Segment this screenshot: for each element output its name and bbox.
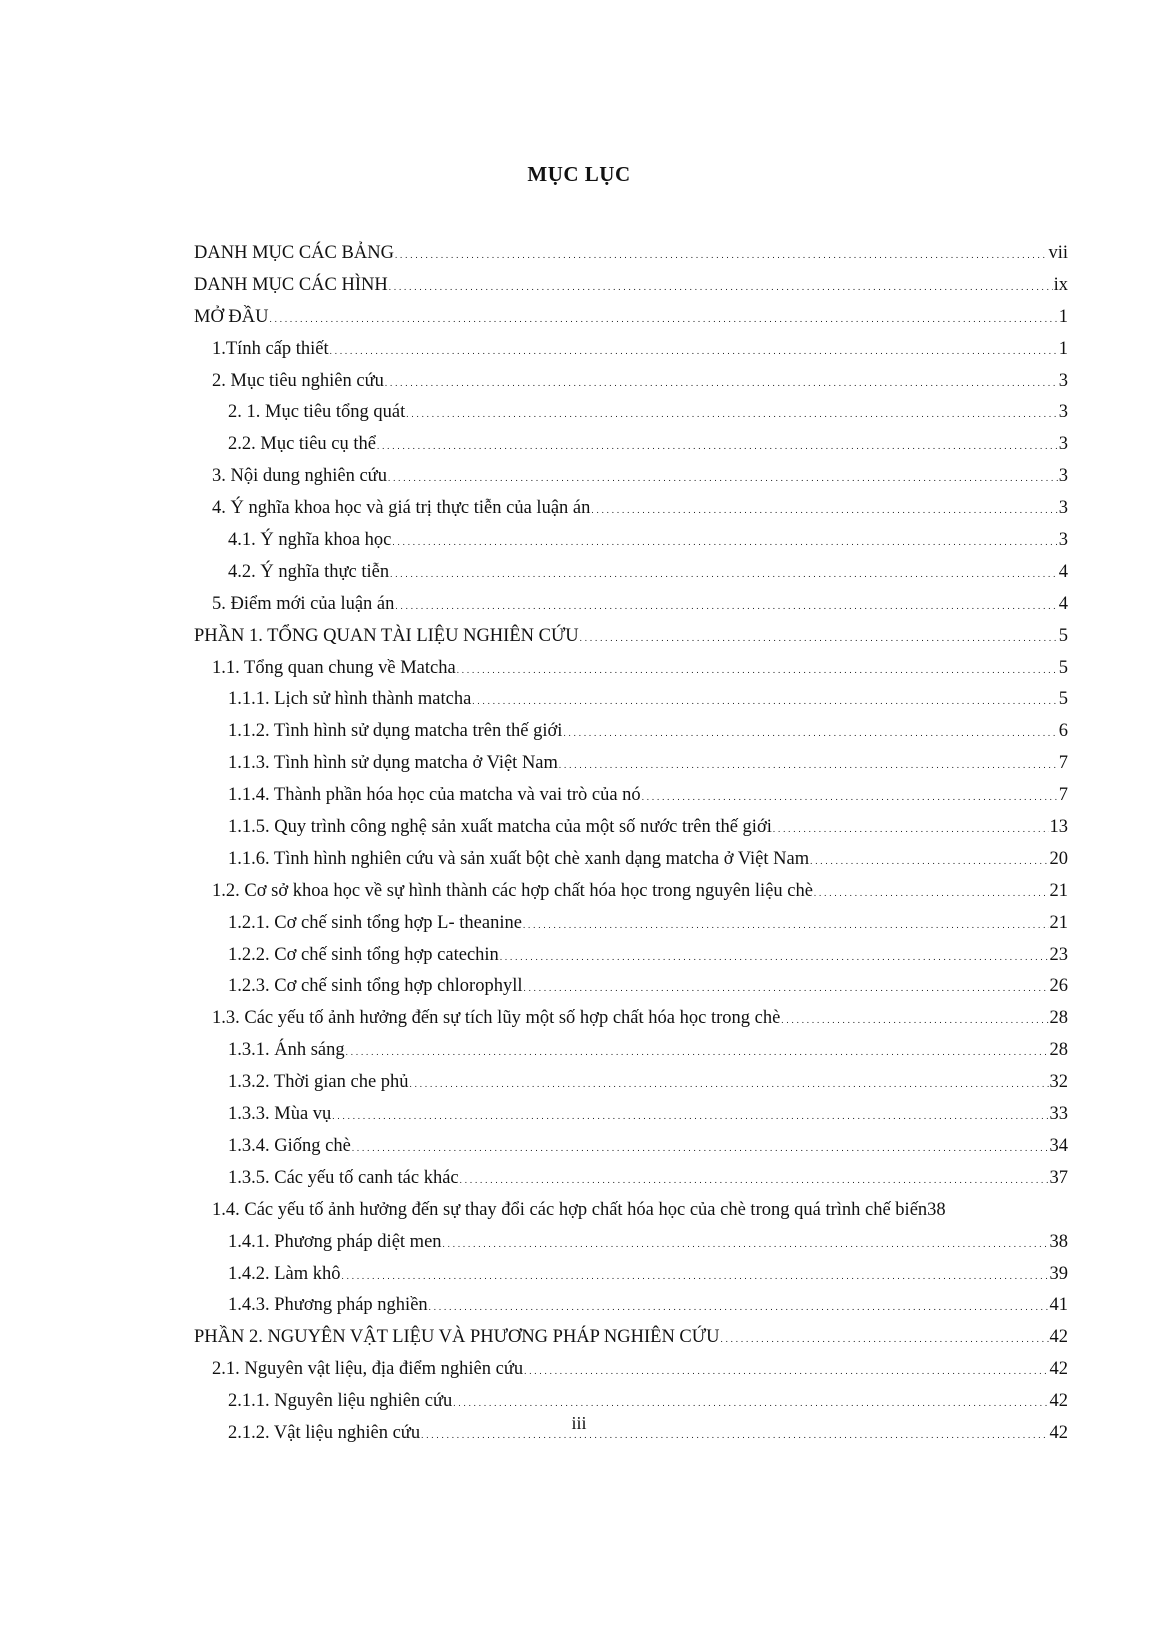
toc-entry-page: 37 (1049, 1167, 1068, 1188)
toc-leader-dots (559, 748, 1058, 782)
toc-entry-label: 1.1.6. Tình hình nghiên cứu và sản xuất bột chè xanh dạng matcha ở Việt Nam (228, 848, 810, 869)
toc-entry-label: 1.2. Cơ sở khoa học về sự hình thành các hợp chất hóa học trong nguyên liệu chè (212, 880, 813, 901)
toc-leader-dots (352, 1131, 1049, 1165)
toc-entry-label: 1.2.2. Cơ chế sinh tổng hợp catechin (228, 944, 499, 965)
toc-entry-label: 1.1.3. Tình hình sử dụng matcha ở Việt Nam (228, 753, 558, 774)
toc-entry-page: 3 (1058, 466, 1068, 487)
toc-entry[interactable] (194, 1227, 1068, 1259)
toc-entry[interactable] (194, 1195, 1068, 1227)
toc-entry-page: 3 (1058, 498, 1068, 519)
toc-leader-dots (392, 525, 1057, 559)
toc-entry[interactable] (194, 876, 1068, 908)
toc-leader-dots (406, 397, 1057, 431)
toc-entry-label: 1.1.2. Tình hình sử dụng matcha trên thế giới (228, 721, 563, 742)
toc-entry-page: 4 (1058, 561, 1068, 582)
toc-entry-label: 2.1. Nguyên vật liệu, địa điểm nghiên cứu (212, 1359, 524, 1380)
toc-entry-label: 1.1.4. Thành phần hóa học của matcha và vai trò của nó (228, 785, 641, 806)
toc-entry-label: 2.1.2. Vật liệu nghiên cứu (228, 1422, 421, 1443)
toc-entry-label: 1.4.2. Làm khô (228, 1263, 341, 1284)
toc-entry-label: 2.2. Mục tiêu cụ thể (228, 434, 376, 455)
toc-leader-dots (390, 557, 1058, 591)
toc-entry[interactable] (194, 1354, 1068, 1386)
toc-entry[interactable] (194, 461, 1068, 493)
toc-leader-dots (410, 1067, 1049, 1101)
toc-entry-label: 1.Tính cấp thiết (212, 338, 329, 359)
toc-entry[interactable] (194, 525, 1068, 557)
toc-leader-dots (330, 334, 1058, 368)
toc-leader-dots (342, 1259, 1049, 1293)
toc-entry[interactable] (194, 748, 1068, 780)
toc-leader-dots (720, 1322, 1048, 1356)
toc-entry[interactable] (194, 238, 1068, 270)
toc-entry-label: PHẦN 2. NGUYÊN VẬT LIỆU VÀ PHƯƠNG PHÁP NGHIÊN CỨU (194, 1327, 720, 1348)
toc-entry-page: 6 (1058, 721, 1068, 742)
toc-entry-label: 1.3.4. Giống chè (228, 1135, 351, 1156)
toc-leader-dots (332, 1099, 1048, 1133)
toc-entry-label: MỞ ĐẦU (194, 306, 269, 327)
toc-entry[interactable] (194, 589, 1068, 621)
toc-entry[interactable] (194, 940, 1068, 972)
toc-entry-page: 3 (1058, 370, 1068, 391)
toc-entry-label: 1.4. Các yếu tố ảnh hưởng đến sự thay đổi các hợp chất hóa học của chè trong quá trình chế biến38 (212, 1199, 946, 1220)
toc-leader-dots (642, 780, 1058, 814)
toc-entry-page: 42 (1049, 1359, 1068, 1380)
toc-entry[interactable] (194, 971, 1068, 1003)
toc-leader-dots (523, 971, 1048, 1005)
toc-leader-dots (781, 1003, 1048, 1037)
toc-entry-page: 34 (1049, 1135, 1068, 1156)
toc-entry[interactable] (194, 908, 1068, 940)
toc-leader-dots (443, 1227, 1049, 1261)
toc-entry-label: DANH MỤC CÁC HÌNH (194, 274, 388, 295)
toc-entry-page: 1 (1058, 306, 1068, 327)
toc-leader-dots (523, 908, 1049, 942)
toc-entry-label: 2. 1. Mục tiêu tổng quát (228, 402, 406, 423)
toc-entry[interactable] (194, 621, 1068, 653)
toc-leader-dots (524, 1354, 1048, 1388)
toc-entry-page: 5 (1058, 689, 1068, 710)
toc-entry-label: 4.2. Ý nghĩa thực tiễn (228, 561, 390, 582)
toc-entry-label: 1.3.5. Các yếu tố canh tác khác (228, 1167, 459, 1188)
toc-leader-dots (377, 429, 1058, 463)
toc-leader-dots (346, 1035, 1049, 1069)
toc-entry-page: 42 (1049, 1422, 1068, 1443)
toc-entry-page: 1 (1058, 338, 1068, 359)
toc-entry-page: 20 (1049, 848, 1068, 869)
toc-entry-page: 23 (1049, 944, 1068, 965)
toc-leader-dots (270, 302, 1058, 336)
toc-entry[interactable] (194, 1067, 1068, 1099)
toc-entry-page: ix (1053, 274, 1068, 295)
toc-leader-dots (429, 1290, 1049, 1324)
toc-leader-dots (814, 876, 1049, 910)
toc-entry[interactable] (194, 780, 1068, 812)
toc-entry-page: 33 (1049, 1104, 1068, 1125)
toc-entry-page: 28 (1049, 1040, 1068, 1061)
toc-entry[interactable] (194, 1322, 1068, 1354)
toc-entry[interactable] (194, 557, 1068, 589)
toc-entry[interactable] (194, 1131, 1068, 1163)
toc-entry-label: 1.3.3. Mùa vụ (228, 1104, 332, 1125)
toc-entry[interactable] (194, 653, 1068, 685)
toc-entry-page: 5 (1058, 625, 1068, 646)
toc-entry-label: 1.2.1. Cơ chế sinh tổng hợp L- theanine (228, 912, 522, 933)
toc-leader-dots (388, 461, 1058, 495)
toc-entry-page: 21 (1049, 912, 1068, 933)
toc-entry[interactable] (194, 716, 1068, 748)
toc-entry-page: 4 (1058, 593, 1068, 614)
toc-entry-label: 1.1. Tổng quan chung về Matcha (212, 657, 456, 678)
toc-entry[interactable] (194, 1035, 1068, 1067)
toc-entry-page: 13 (1049, 817, 1068, 838)
toc-entry-label: DANH MỤC CÁC BẢNG (194, 243, 394, 263)
toc-entry-label: 1.1.5. Quy trình công nghệ sản xuất matcha của một số nước trên thế giới (228, 817, 772, 838)
toc-leader-dots (472, 684, 1057, 718)
toc-entry[interactable] (194, 1099, 1068, 1131)
toc-entry-label: 1.1.1. Lịch sử hình thành matcha (228, 689, 472, 710)
toc-entry-page: 42 (1049, 1327, 1068, 1348)
toc-entry-page: 21 (1049, 880, 1068, 901)
toc-entry[interactable] (194, 1163, 1068, 1195)
toc-entry[interactable] (194, 684, 1068, 716)
toc-entry[interactable] (194, 1259, 1068, 1291)
toc-entry-label: PHẦN 1. TỔNG QUAN TÀI LIỆU NGHIÊN CỨU (194, 625, 579, 646)
toc-entry[interactable] (194, 429, 1068, 461)
toc-entry-page: 5 (1058, 657, 1068, 678)
toc-entry-page: 3 (1058, 402, 1068, 423)
toc-entry-page: 41 (1049, 1295, 1068, 1316)
toc-entry-label: 2.1.1. Nguyên liệu nghiên cứu (228, 1391, 453, 1412)
toc-entry-label: 1.2.3. Cơ chế sinh tổng hợp chlorophyll (228, 976, 523, 997)
toc-entry[interactable] (194, 1003, 1068, 1035)
toc-entry-page: 3 (1058, 434, 1068, 455)
toc-leader-dots (591, 493, 1057, 527)
toc-entry-label: 1.3.1. Ánh sáng (228, 1040, 345, 1061)
toc-entry-page: 26 (1049, 976, 1068, 997)
toc-leader-dots (500, 940, 1049, 974)
toc-entry-label: 1.3.2. Thời gian che phủ (228, 1072, 409, 1093)
toc-entry-page: 32 (1049, 1072, 1068, 1093)
toc-entry-page: vii (1048, 243, 1068, 263)
toc-entry-label: 1.4.1. Phương pháp diệt men (228, 1231, 442, 1252)
toc-entry[interactable] (194, 334, 1068, 366)
toc-entry-label: 5. Điểm mới của luận án (212, 593, 395, 614)
toc-leader-dots (395, 238, 1048, 272)
table-of-contents (194, 238, 1068, 1450)
toc-entry-page: 28 (1049, 1008, 1068, 1029)
toc-leader-dots (457, 653, 1058, 687)
toc-entry-page: 42 (1049, 1391, 1068, 1412)
toc-entry[interactable] (194, 397, 1068, 429)
toc-entry[interactable] (194, 812, 1068, 844)
toc-entry-label: 2. Mục tiêu nghiên cứu (212, 370, 384, 391)
toc-entry-page: 3 (1058, 530, 1068, 551)
toc-leader-dots (385, 366, 1058, 400)
toc-leader-dots (810, 844, 1048, 878)
toc-entry-label: 3. Nội dung nghiên cứu (212, 466, 387, 487)
toc-leader-dots (389, 270, 1053, 304)
toc-entry-page: 38 (1049, 1231, 1068, 1252)
toc-entry-label: 1.3. Các yếu tố ảnh hưởng đến sự tích lũy một số hợp chất hóa học trong chè (212, 1008, 781, 1029)
toc-entry-label: 1.4.3. Phương pháp nghiền (228, 1295, 428, 1316)
toc-entry-label: 4. Ý nghĩa khoa học và giá trị thực tiễn của luận án (212, 498, 591, 519)
toc-entry[interactable] (194, 1290, 1068, 1322)
page-number: iii (571, 1413, 587, 1433)
toc-leader-dots (460, 1163, 1049, 1197)
toc-entry-page: 7 (1058, 785, 1068, 806)
toc-entry[interactable] (194, 493, 1068, 525)
toc-entry[interactable] (194, 302, 1068, 334)
toc-entry-label: 4.1. Ý nghĩa khoa học (228, 530, 392, 551)
toc-leader-dots (580, 621, 1058, 655)
page-title: MỤC LỤC (527, 162, 631, 186)
toc-entry[interactable] (194, 844, 1068, 876)
toc-leader-dots (773, 812, 1049, 846)
toc-entry-page: 39 (1049, 1263, 1068, 1284)
toc-leader-dots (395, 589, 1057, 623)
toc-entry[interactable] (194, 366, 1068, 398)
toc-entry[interactable] (194, 270, 1068, 302)
toc-leader-dots (563, 716, 1057, 750)
toc-entry-page: 7 (1058, 753, 1068, 774)
